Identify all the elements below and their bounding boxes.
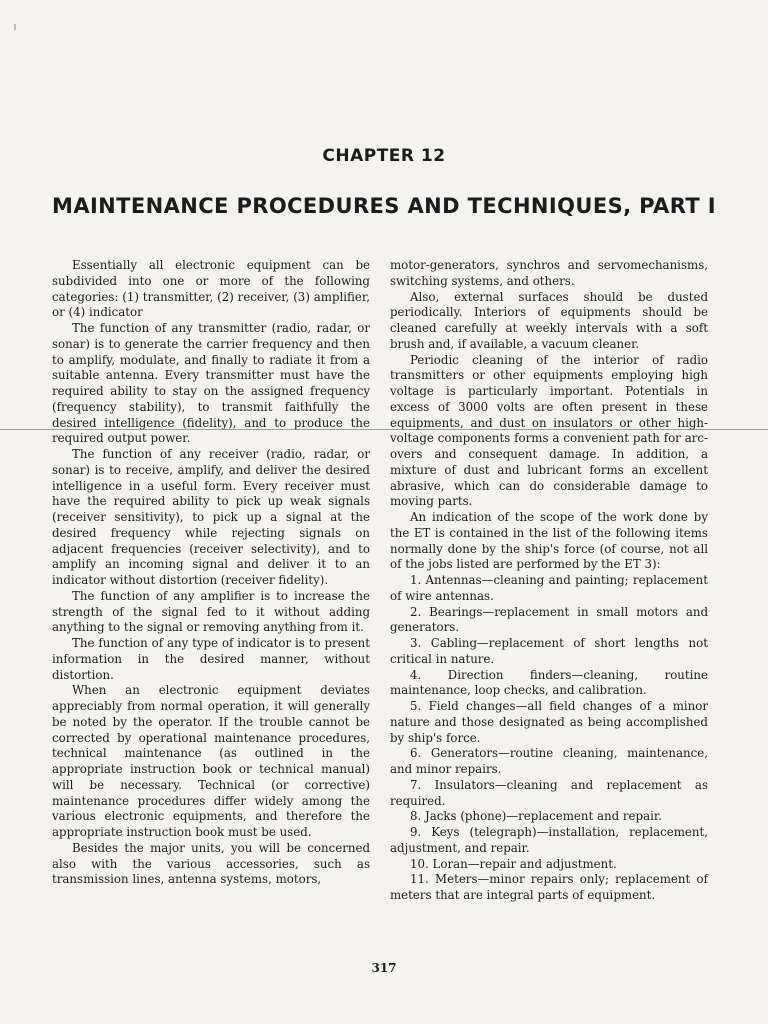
right-column [390, 258, 708, 904]
page-title: MAINTENANCE PROCEDURES AND TECHNIQUES, PART I [52, 194, 716, 218]
scan-artifact-line [0, 429, 768, 430]
paragraph: Also, external surfaces should be dusted periodically. Interiors of equipments should be cleaned carefully at weekly intervals with a soft brush and, if available, a vacuum cleaner. [390, 289, 708, 351]
list-item: 7. Insulators—cleaning and replacement as required. [390, 777, 708, 808]
list-item: 10. Loran—repair and adjustment. [410, 856, 617, 871]
list-item: 2. Bearings—replacement in small motors and generators. [390, 604, 708, 635]
paragraph: An indication of the scope of the work done by the ET is contained in the list of the following items normally done by the ship's force (of course, not all of the jobs listed are performed by the ET 3): [390, 510, 708, 572]
paragraph: Essentially all electronic equipment can be subdivided into one or more of the following categories: (1) transmitter, (2) receiver, (3) amplifier, or (4) indicator [52, 258, 370, 320]
left-column [52, 258, 370, 888]
list-item: 5. Field changes—all field changes of a minor nature and those designated as being accomplished by ship's force. [390, 699, 708, 745]
list-item: 4. Direction finders—cleaning, routine maintenance, loop checks, and calibration. [390, 667, 708, 698]
list-item: 6. Generators—routine cleaning, maintenance, and minor repairs. [390, 746, 708, 776]
paragraph: Periodic cleaning of the interior of radio transmitters or other equipments employing high voltage is particularly important. Potentials in excess of 3000 volts are often present in these equipments, and dust on insulators or other high-voltage components forms a convenient path for arc-overs and consequent damage. In addition, a mixture of dust and lubricant forms an excellent abrasive, which can do considerable damage to moving parts. [390, 352, 708, 509]
chapter-label: CHAPTER 12 [322, 146, 446, 166]
list-item: 8. Jacks (phone)—replacement and repair. [410, 809, 662, 824]
paragraph: The function of any receiver (radio, radar, or sonar) is to receive, amplify, and deliver the desired intelligence in a useful form. Every receiver must have the required ability to pick up weak signals (receiver sensitivity), to pick up a signal at the desired frequency while rejecting signals on adjacent frequencies (receiver selectivity), and to amplify an incoming signal and deliver it to an indicator without distortion (receiver fidelity). [52, 447, 370, 587]
paragraph: The function of any amplifier is to increase the strength of the signal fed to it without adding anything to the signal or removing anything from it. [52, 588, 370, 635]
paragraph: The function of any type of indicator is to present information in the desired manner, without distortion. [52, 636, 370, 682]
page-number: 317 [371, 961, 397, 975]
paragraph: Besides the major units, you will be concerned also with the various accessories, such as transmission lines, antenna systems, motors, [52, 840, 370, 887]
list-item: 11. Meters—minor repairs only; replacement of meters that are integral parts of equipment. [390, 872, 708, 902]
paragraph: The function of any transmitter (radio, radar, or sonar) is to generate the carrier frequency and then to amplify, modulate, and finally to radiate it from a suitable antenna. Every transmitter must have the required ability to stay on the assigned frequency (frequency stability), to transmit faithfully the desired intelligence (fidelity), and to produce the required output power. [52, 321, 370, 446]
list-item: 3. Cabling—replacement of short lengths not critical in nature. [390, 636, 708, 666]
continuation-paragraph: motor-generators, synchros and servomechanisms, switching systems, and others. [390, 258, 708, 288]
scan-mark [14, 24, 16, 30]
list-item: 1. Antennas—cleaning and painting; replacement of wire antennas. [390, 573, 708, 603]
list-item: 9. Keys (telegraph)—installation, replacement, adjustment, and repair. [390, 825, 708, 855]
paragraph: When an electronic equipment deviates appreciably from normal operation, it will generally be noted by the operator. If the trouble cannot be corrected by operational maintenance procedures, technical maintenance (as outlined in the appropriate instruction book or technical manual) will be necessary. Technical (or corrective) maintenance procedures differ widely among the various electronic equipments, and therefore the appropriate instruction book must be used. [52, 683, 370, 839]
